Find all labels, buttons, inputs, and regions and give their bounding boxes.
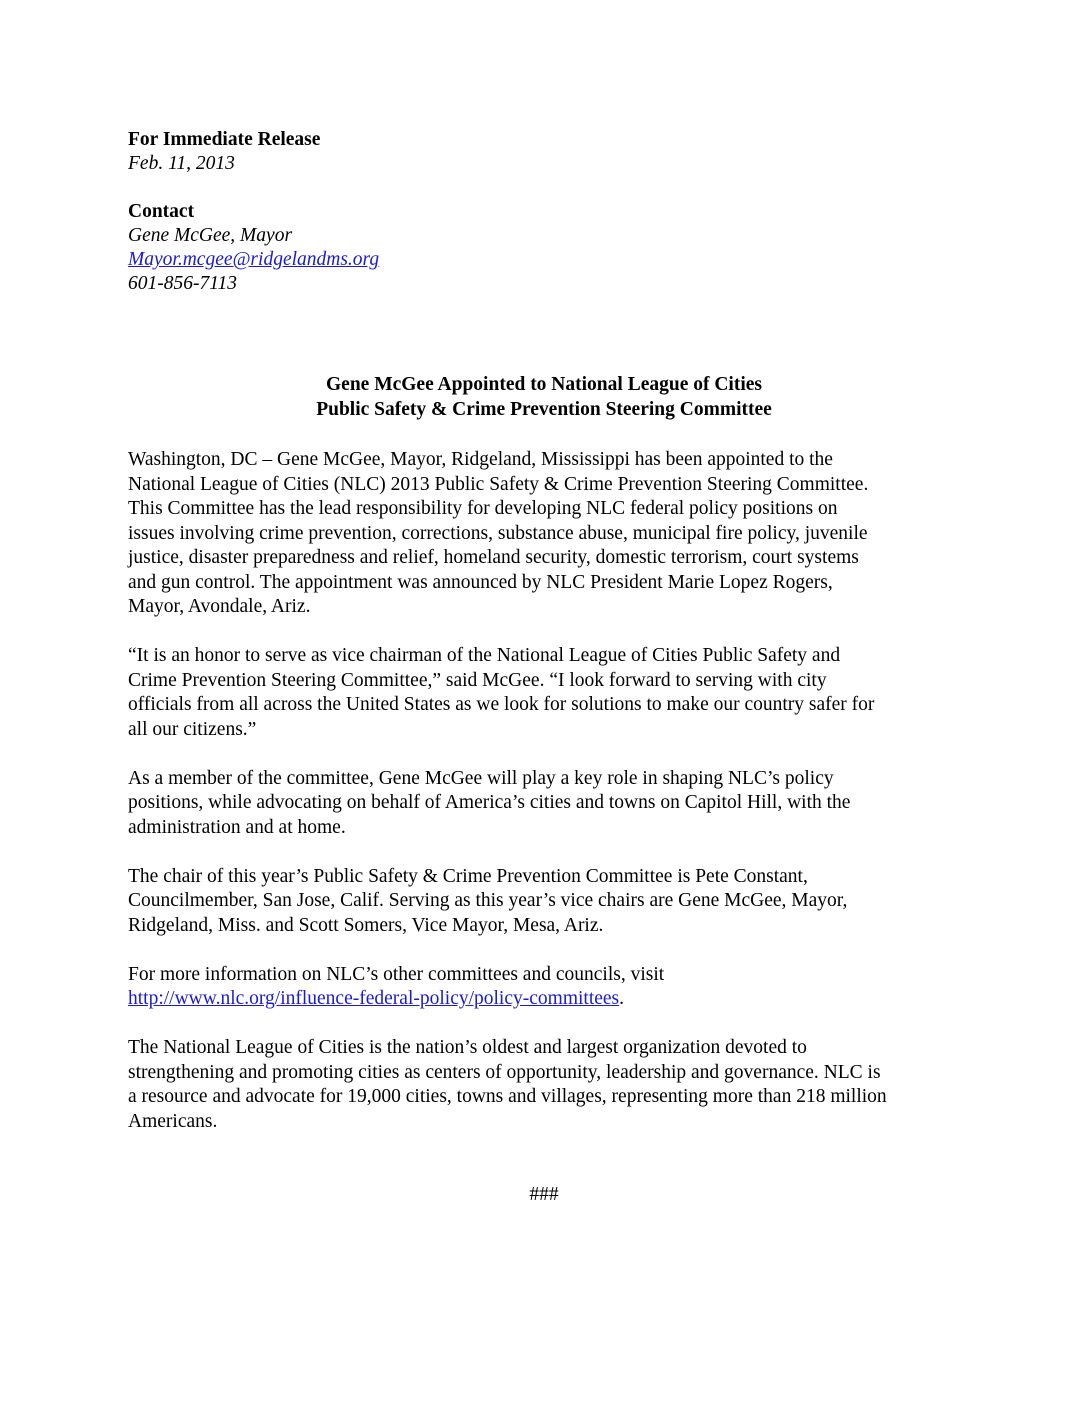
text-line: issues involving crime prevention, corrections, substance abuse, municipal fire policy, juvenile	[128, 522, 868, 544]
headline-line-1: Gene McGee Appointed to National League of Cities	[326, 374, 762, 395]
headline	[128, 373, 960, 422]
text-line: Councilmember, San Jose, Calif. Serving as this year’s vice chairs are Gene McGee, Mayor,	[128, 890, 848, 911]
text-line: National League of Cities (NLC) 2013 Public Safety & Crime Prevention Steering Committee.	[128, 473, 869, 495]
text-line: The chair of this year’s Public Safety & Crime Prevention Committee is Pete Constant,	[128, 865, 808, 887]
text-line: Crime Prevention Steering Committee,” said McGee. “I look forward to serving with city	[128, 669, 827, 691]
text-line: Ridgeland, Miss. and Scott Somers, Vice Mayor, Mesa, Ariz.	[128, 914, 604, 936]
paragraph-about-nlc	[128, 1036, 968, 1134]
text-line: As a member of the committee, Gene McGee will play a key role in shaping NLC’s policy	[128, 767, 834, 789]
contact-email-link[interactable]: Mayor.mcgee@ridgelandms.org	[128, 249, 380, 270]
link-trailing-period: .	[619, 988, 625, 1009]
contact-name: Gene McGee, Mayor	[128, 225, 293, 246]
text-line: officials from all across the United States as we look for solutions to make our country safer for	[128, 694, 875, 715]
release-date: Feb. 11, 2013	[128, 153, 235, 174]
text-line: a resource and advocate for 19,000 cities, towns and villages, representing more than 218 million	[128, 1086, 887, 1107]
text-line: For more information on NLC’s other committees and councils, visit	[128, 963, 665, 985]
paragraph-announcement	[128, 448, 968, 620]
text-line: The National League of Cities is the nation’s oldest and largest organization devoted to	[128, 1037, 807, 1058]
text-line: strengthening and promoting cities as centers of opportunity, leadership and governance. NLC is	[128, 1061, 881, 1083]
paragraph-quote	[128, 644, 968, 742]
end-mark: ###	[529, 1184, 559, 1205]
policy-committees-link[interactable]: http://www.nlc.org/influence-federal-policy/policy-committees	[128, 988, 620, 1009]
text-line: and gun control. The appointment was announced by NLC President Marie Lopez Rogers,	[128, 571, 833, 593]
text-line: Americans.	[128, 1110, 218, 1132]
headline-line-2: Public Safety & Crime Prevention Steering Committee	[316, 398, 772, 420]
release-header	[128, 128, 948, 296]
paragraph-more-info	[128, 963, 968, 1012]
contact-label: Contact	[128, 201, 195, 222]
text-line: This Committee has the lead responsibility for developing NLC federal policy positions on	[128, 498, 838, 519]
paragraph-chairs	[128, 865, 968, 939]
release-body	[128, 448, 968, 1159]
text-line: administration and at home.	[128, 816, 346, 838]
contact-phone: 601-856-7113	[128, 273, 238, 294]
paragraph-role	[128, 767, 968, 841]
text-line: all our citizens.”	[128, 718, 257, 740]
release-label: For Immediate Release	[128, 129, 321, 150]
text-line: Mayor, Avondale, Ariz.	[128, 596, 311, 617]
text-line: “It is an honor to serve as vice chairman of the National League of Cities Public Safety and	[128, 645, 841, 666]
text-line: positions, while advocating on behalf of America’s cities and towns on Capitol Hill, with the	[128, 792, 851, 813]
text-line: Washington, DC – Gene McGee, Mayor, Ridgeland, Mississippi has been appointed to the	[128, 449, 833, 470]
text-line: justice, disaster preparedness and relief, homeland security, domestic terrorism, court systems	[128, 547, 859, 568]
